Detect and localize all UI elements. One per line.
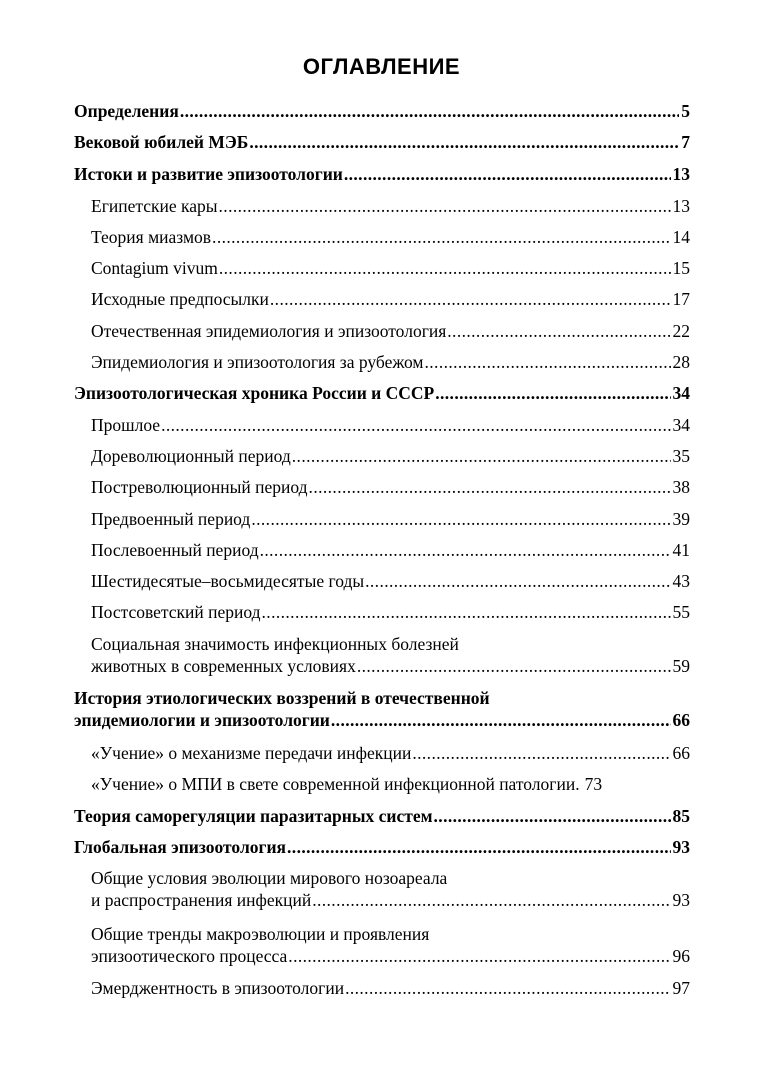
dot-leader: [434, 805, 671, 827]
dot-leader: [309, 476, 671, 498]
toc-page-number: 5: [681, 101, 690, 121]
toc-entry-title-continued: и распространения инфекций: [91, 890, 312, 910]
toc-entry-title: Contagium vivum: [91, 258, 218, 278]
toc-page-number: 35: [672, 446, 690, 466]
dot-leader: [365, 570, 670, 592]
toc-entry-title: Отечественная эпидемиология и эпизоотология: [91, 321, 447, 341]
toc-entry-title: Египетские кары: [91, 196, 218, 216]
toc-entry-title: Истоки и развитие эпизоотологии: [74, 164, 343, 184]
toc-subentry[interactable]: [91, 288, 690, 310]
toc-subentry[interactable]: [91, 977, 690, 999]
dot-leader: [219, 257, 671, 279]
toc-page-number: 93: [672, 890, 690, 910]
toc-page-number: 66: [672, 710, 690, 730]
toc-subentry[interactable]: [91, 257, 690, 279]
toc-entry-title: Теория саморегуляции паразитарных систем: [74, 806, 433, 826]
toc-page-number: 34: [672, 415, 690, 435]
toc-subentry[interactable]: [91, 633, 690, 677]
toc-subentry[interactable]: [91, 508, 690, 530]
dot-leader: [292, 445, 671, 467]
toc-entry[interactable]: [74, 836, 690, 858]
dot-leader: [212, 226, 670, 248]
toc-page-number: 38: [672, 477, 690, 497]
toc-subentry[interactable]: [91, 226, 690, 248]
toc-entry-title: Социальная значимость инфекционных болезней: [91, 634, 459, 654]
toc-page-number: 93: [672, 837, 690, 857]
toc-entry[interactable]: [74, 687, 690, 731]
toc-page-number: 13: [672, 196, 690, 216]
toc-subentry[interactable]: [91, 570, 690, 592]
toc-subentry[interactable]: [91, 773, 690, 795]
toc-entry-title: «Учение» о МПИ в свете современной инфекционной патологии.: [91, 774, 580, 794]
toc-entry-title-continued: животных в современных условиях: [91, 656, 356, 676]
toc-entry-title: Эпидемиология и эпизоотология за рубежом: [91, 352, 424, 372]
dot-leader: [345, 977, 670, 999]
toc-page-number: 17: [672, 289, 690, 309]
dot-leader: [161, 414, 670, 436]
toc-subentry[interactable]: [91, 320, 690, 342]
toc-subentry[interactable]: [91, 195, 690, 217]
toc-page-number: 85: [672, 806, 690, 826]
toc-page-number: 34: [672, 383, 690, 403]
toc-entry[interactable]: [74, 163, 690, 185]
dot-leader: [331, 709, 671, 731]
toc-entry-title: Дореволюционный период: [91, 446, 291, 466]
toc-entry-title: «Учение» о механизме передачи инфекции: [91, 743, 412, 763]
toc-subentry[interactable]: [91, 414, 690, 436]
toc-entry-title: Предвоенный период: [91, 509, 251, 529]
toc-entry-title: Постсоветский период: [91, 602, 261, 622]
toc-entry-title: Послевоенный период: [91, 540, 259, 560]
toc-entry-title: Определения: [74, 101, 179, 121]
toc-entry[interactable]: [74, 382, 690, 404]
toc-entry-title: Прошлое: [91, 415, 161, 435]
dot-leader: [312, 889, 670, 911]
toc-page-number: 96: [672, 946, 690, 966]
toc-entry[interactable]: [74, 805, 690, 827]
toc-page-number: 97: [672, 978, 690, 998]
toc-page-number: 59: [672, 656, 690, 676]
toc-entry-title: Постреволюционный период: [91, 477, 308, 497]
toc-entry-title: Глобальная эпизоотология: [74, 837, 287, 857]
toc-page-number: 43: [672, 571, 690, 591]
toc-subentry[interactable]: [91, 742, 690, 764]
toc-page-number: 13: [672, 164, 690, 184]
dot-leader: [180, 100, 679, 122]
page-title: ОГЛАВЛЕНИЕ: [302, 54, 461, 79]
dot-leader: [435, 382, 670, 404]
toc-entry-title: Эмерджентность в эпизоотологии: [91, 978, 345, 998]
dot-leader: [412, 742, 670, 764]
dot-leader: [344, 163, 671, 185]
dot-leader: [262, 601, 671, 623]
toc-subentry[interactable]: [91, 351, 690, 373]
toc-page-number: 22: [672, 321, 690, 341]
dot-leader: [287, 836, 670, 858]
toc-subentry[interactable]: [91, 923, 690, 967]
toc-subentry[interactable]: [91, 476, 690, 498]
dot-leader: [251, 508, 670, 530]
toc-entry-title: Исходные предпосылки: [91, 289, 269, 309]
toc-entry[interactable]: [74, 100, 690, 122]
toc-page-number: 41: [672, 540, 690, 560]
toc-page-number: 28: [672, 352, 690, 372]
toc-page-number: 7: [681, 132, 690, 152]
toc-entry-title-continued: эпидемиологии и эпизоотологии: [74, 710, 330, 730]
toc-entry-title: Эпизоотологическая хроника России и СССР: [74, 383, 435, 403]
toc-subentry[interactable]: [91, 445, 690, 467]
toc-entry[interactable]: [74, 131, 690, 153]
toc-subentry[interactable]: [91, 601, 690, 623]
toc-entry-title-continued: эпизоотического процесса: [91, 946, 288, 966]
dot-leader: [288, 945, 670, 967]
toc-page-number: 66: [672, 743, 690, 763]
toc-entry-title: Теория миазмов: [91, 227, 212, 247]
toc-subentry[interactable]: [91, 539, 690, 561]
dot-leader: [270, 288, 671, 310]
toc-entry-title: Вековой юбилей МЭБ: [74, 132, 249, 152]
dot-leader: [425, 351, 671, 373]
toc-entry-title: Общие тренды макроэволюции и проявления: [91, 924, 430, 944]
toc-entry-title: Общие условия эволюции мирового нозоареала: [91, 868, 448, 888]
toc-subentry[interactable]: [91, 867, 690, 911]
dot-leader: [447, 320, 670, 342]
toc-page-number: 73: [584, 774, 603, 794]
toc-page-number: 39: [672, 509, 690, 529]
toc-page-number: 15: [672, 258, 690, 278]
dot-leader: [357, 655, 671, 677]
toc-page-number: 14: [672, 227, 690, 247]
dot-leader: [249, 131, 679, 153]
toc-page-number: 55: [672, 602, 690, 622]
toc-entry-title: История этиологических воззрений в отечественной: [74, 688, 490, 708]
dot-leader: [219, 195, 671, 217]
dot-leader: [260, 539, 671, 561]
toc-entry-title: Шестидесятые–восьмидесятые годы: [91, 571, 365, 591]
